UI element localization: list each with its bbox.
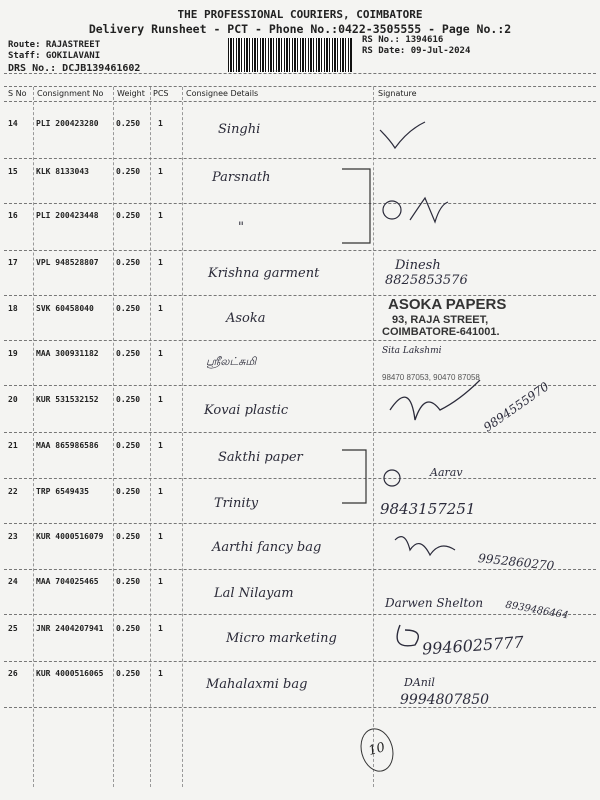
col-consignee: Consignee Details — [186, 89, 259, 98]
signature-phone: 9843157251 — [380, 500, 476, 518]
signature-phone: 9894555970 — [480, 379, 552, 435]
col-weight: Weight — [117, 89, 145, 98]
stamp-address: 93, RAJA STREET, — [392, 314, 489, 326]
row-consignee: Krishna garment — [208, 266, 320, 281]
row-consignment: PLI 200423280 — [36, 119, 99, 128]
column-divider — [182, 87, 183, 787]
row-consignment: MAA 704025465 — [36, 577, 99, 586]
staff-label: Staff: GOKILAVANI — [8, 51, 101, 61]
rs-number: RS No.: 1394616 — [362, 35, 444, 45]
company-title: THE PROFESSIONAL COURIERS, COIMBATORE — [177, 8, 423, 21]
col-signature: Signature — [378, 89, 417, 98]
signature-phone: 8825853576 — [385, 273, 468, 288]
row-consignment: TRP 6549435 — [36, 487, 89, 496]
row-consignee: Singhi — [218, 122, 261, 137]
row-pcs: 1 — [158, 624, 163, 633]
row-sno: 24 — [8, 577, 18, 586]
row-sno: 14 — [8, 119, 18, 128]
header-divider-2 — [4, 86, 596, 87]
route-label: Route: RAJASTREET — [8, 40, 101, 50]
row-weight: 0.250 — [116, 669, 141, 678]
col-consignment: Consignment No — [37, 89, 104, 98]
stamp-name: ASOKA PAPERS — [388, 296, 507, 313]
row-sno: 18 — [8, 304, 18, 313]
page-mark: 10 — [356, 725, 398, 776]
signature-phone: 9952860270 — [477, 551, 555, 573]
row-weight: 0.250 — [116, 441, 141, 450]
row-sno: 25 — [8, 624, 18, 633]
signature-phone: 8939486464 — [504, 599, 570, 622]
row-pcs: 1 — [158, 258, 163, 267]
row-sno: 17 — [8, 258, 18, 267]
signature-name: Dinesh — [395, 258, 441, 273]
row-consignment: MAA 300931182 — [36, 349, 99, 358]
row-consignee: Sakthi paper — [218, 450, 303, 465]
row-weight: 0.250 — [116, 167, 141, 176]
row-consignment: KUR 531532152 — [36, 395, 99, 404]
row-consignee: Micro marketing — [226, 631, 337, 646]
signature-phone: 9946025777 — [421, 632, 525, 659]
row-pcs: 1 — [158, 577, 163, 586]
row-weight: 0.250 — [116, 304, 141, 313]
header-divider — [4, 73, 596, 74]
drs-number: DRS No.: DCJB139461602 — [8, 63, 141, 74]
row-pcs: 1 — [158, 395, 163, 404]
row-sno: 16 — [8, 211, 18, 220]
row-consignee: ஸ்ரீலட்சுமி — [206, 355, 257, 368]
row-weight: 0.250 — [116, 258, 141, 267]
row-consignee: Trinity — [214, 496, 259, 511]
row-consignee: " — [238, 220, 244, 235]
col-sno: S No — [8, 89, 27, 98]
row-pcs: 1 — [158, 441, 163, 450]
signature-name: Sita Lakshmi — [382, 346, 442, 356]
column-divider — [150, 87, 151, 787]
row-sno: 22 — [8, 487, 18, 496]
rs-date: RS Date: 09-Jul-2024 — [362, 46, 471, 56]
row-pcs: 1 — [158, 349, 163, 358]
signature-name: DAnil — [404, 676, 435, 689]
row-consignee: Aarthi fancy bag — [212, 540, 322, 555]
row-weight: 0.250 — [116, 487, 141, 496]
row-consignment: MAA 865986586 — [36, 441, 99, 450]
row-pcs: 1 — [158, 119, 163, 128]
row-consignment: KUR 4000516065 — [36, 669, 104, 678]
signature-name: Aarav — [430, 466, 463, 479]
col-pcs: PCS — [153, 89, 169, 98]
row-consignee: Parsnath — [212, 170, 271, 185]
column-divider — [113, 87, 114, 787]
row-consignment: PLI 200423448 — [36, 211, 99, 220]
barcode — [228, 38, 352, 72]
row-pcs: 1 — [158, 487, 163, 496]
row-sno: 21 — [8, 441, 18, 450]
row-consignment: VPL 948528807 — [36, 258, 99, 267]
row-weight: 0.250 — [116, 211, 141, 220]
runsheet-title: Delivery Runsheet - PCT - Phone No.:0422-3505555 - Page No.:2 — [88, 22, 512, 36]
row-sno: 20 — [8, 395, 18, 404]
row-weight: 0.250 — [116, 395, 141, 404]
row-weight: 0.250 — [116, 624, 141, 633]
row-weight: 0.250 — [116, 577, 141, 586]
row-sno: 15 — [8, 167, 18, 176]
row-sno: 26 — [8, 669, 18, 678]
row-consignee: Lal Nilayam — [214, 586, 294, 601]
row-consignment: JNR 2404207941 — [36, 624, 104, 633]
row-pcs: 1 — [158, 669, 163, 678]
row-consignee: Mahalaxmi bag — [206, 677, 308, 692]
row-weight: 0.250 — [116, 532, 141, 541]
row-pcs: 1 — [158, 532, 163, 541]
row-consignment: KLK 8133043 — [36, 167, 89, 176]
row-pcs: 1 — [158, 167, 163, 176]
row-pcs: 1 — [158, 304, 163, 313]
row-sno: 23 — [8, 532, 18, 541]
row-consignee: Kovai plastic — [204, 403, 289, 418]
signature-name: Darwen Shelton — [385, 596, 484, 610]
row-consignment: SVK 60458040 — [36, 304, 94, 313]
header-bottom-divider — [4, 101, 596, 102]
signature-phone: 9994807850 — [400, 692, 490, 708]
row-weight: 0.250 — [116, 119, 141, 128]
row-consignee: Asoka — [226, 311, 266, 326]
stamp-address: COIMBATORE-641001. — [382, 326, 500, 338]
row-weight: 0.250 — [116, 349, 141, 358]
row-consignment: KUR 4000516079 — [36, 532, 104, 541]
row-sno: 19 — [8, 349, 18, 358]
row-pcs: 1 — [158, 211, 163, 220]
column-divider — [33, 87, 34, 787]
stamp-phone: 98470 87053, 90470 87058 — [382, 373, 480, 382]
